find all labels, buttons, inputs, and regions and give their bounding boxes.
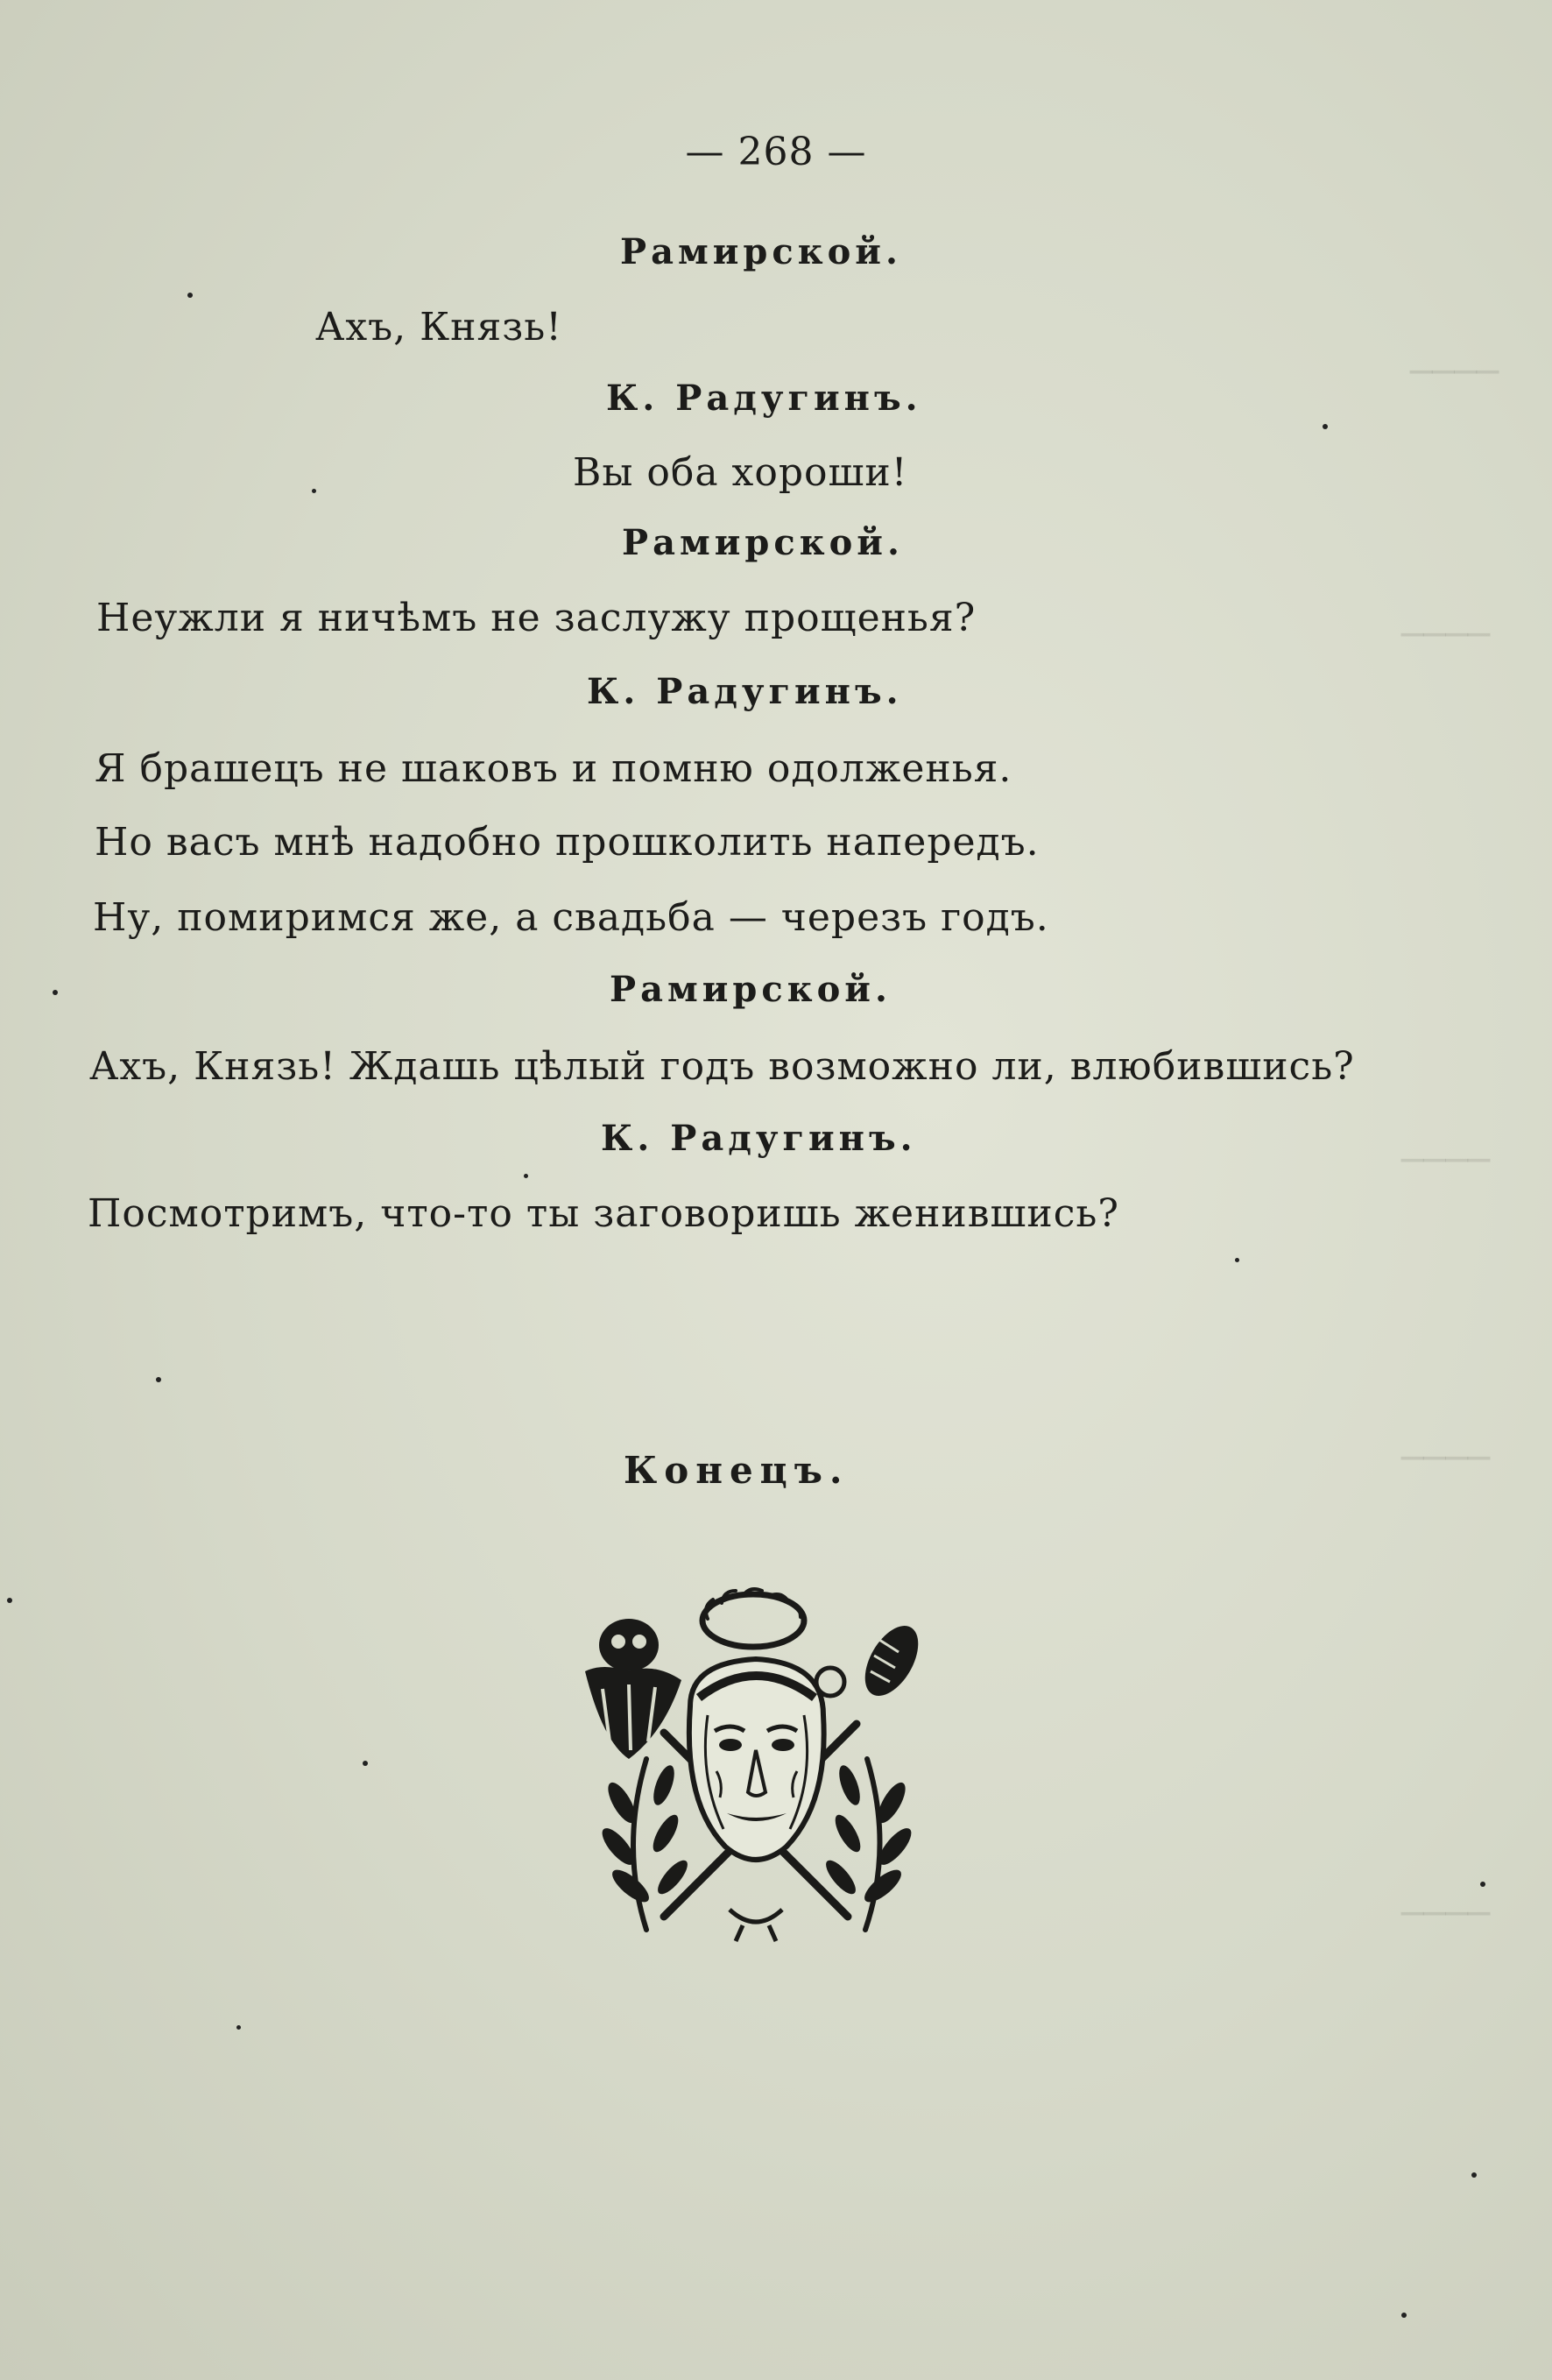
ink-speck — [187, 293, 193, 298]
speaker-name: К. Радугинъ. — [601, 1118, 917, 1159]
ink-speck — [312, 489, 316, 493]
ink-speck — [1235, 1258, 1239, 1262]
ink-speck — [363, 1761, 368, 1766]
speaker-name: К. Радугинъ. — [587, 671, 903, 712]
verse-line: Я брашецъ не шаковъ и помню одолженья. — [95, 746, 1012, 791]
theatrical-mask-wreath-icon — [568, 1584, 944, 1945]
ink-speck — [1401, 2313, 1407, 2318]
verse-line: Вы оба хороши! — [573, 450, 908, 495]
ink-speck — [236, 2025, 241, 2030]
verse-line: Посмотримъ, что-то ты заговоришь женившись? — [88, 1191, 1119, 1236]
speaker-name: Рамирской. — [622, 522, 904, 563]
bleed-through: ──── — [1410, 350, 1499, 393]
speaker-name: Рамирской. — [620, 231, 902, 272]
ink-speck — [7, 1598, 12, 1603]
bleed-through: ──── — [1401, 1139, 1491, 1182]
ink-speck — [53, 990, 58, 995]
page-number: — 268 — — [685, 130, 867, 174]
bleed-through: ──── — [1401, 1437, 1491, 1480]
speaker-name: Рамирской. — [610, 969, 892, 1010]
verse-line: Ахъ, Князь! Ждашь цѣлый годъ возможно ли, влюбившись? — [89, 1044, 1355, 1089]
ink-speck — [1323, 424, 1328, 429]
speaker-name: К. Радугинъ. — [606, 378, 922, 419]
verse-line: Но васъ мнѣ надобно прошколить напередъ. — [95, 820, 1040, 865]
bleed-through: ──── — [1401, 1892, 1491, 1935]
bleed-through: ──── — [1401, 613, 1491, 656]
verse-line: Ахъ, Князь! — [315, 305, 562, 350]
end-word: Конецъ. — [624, 1449, 850, 1492]
ink-speck — [1471, 2172, 1477, 2178]
ink-speck — [156, 1377, 161, 1382]
verse-line: Неужли я ничѣмъ не заслужу прощенья? — [96, 596, 977, 640]
verse-line: Ну, помиримся же, а свадьба — черезъ годъ. — [93, 895, 1049, 940]
ink-speck — [524, 1174, 528, 1178]
ink-speck — [1480, 1882, 1485, 1887]
